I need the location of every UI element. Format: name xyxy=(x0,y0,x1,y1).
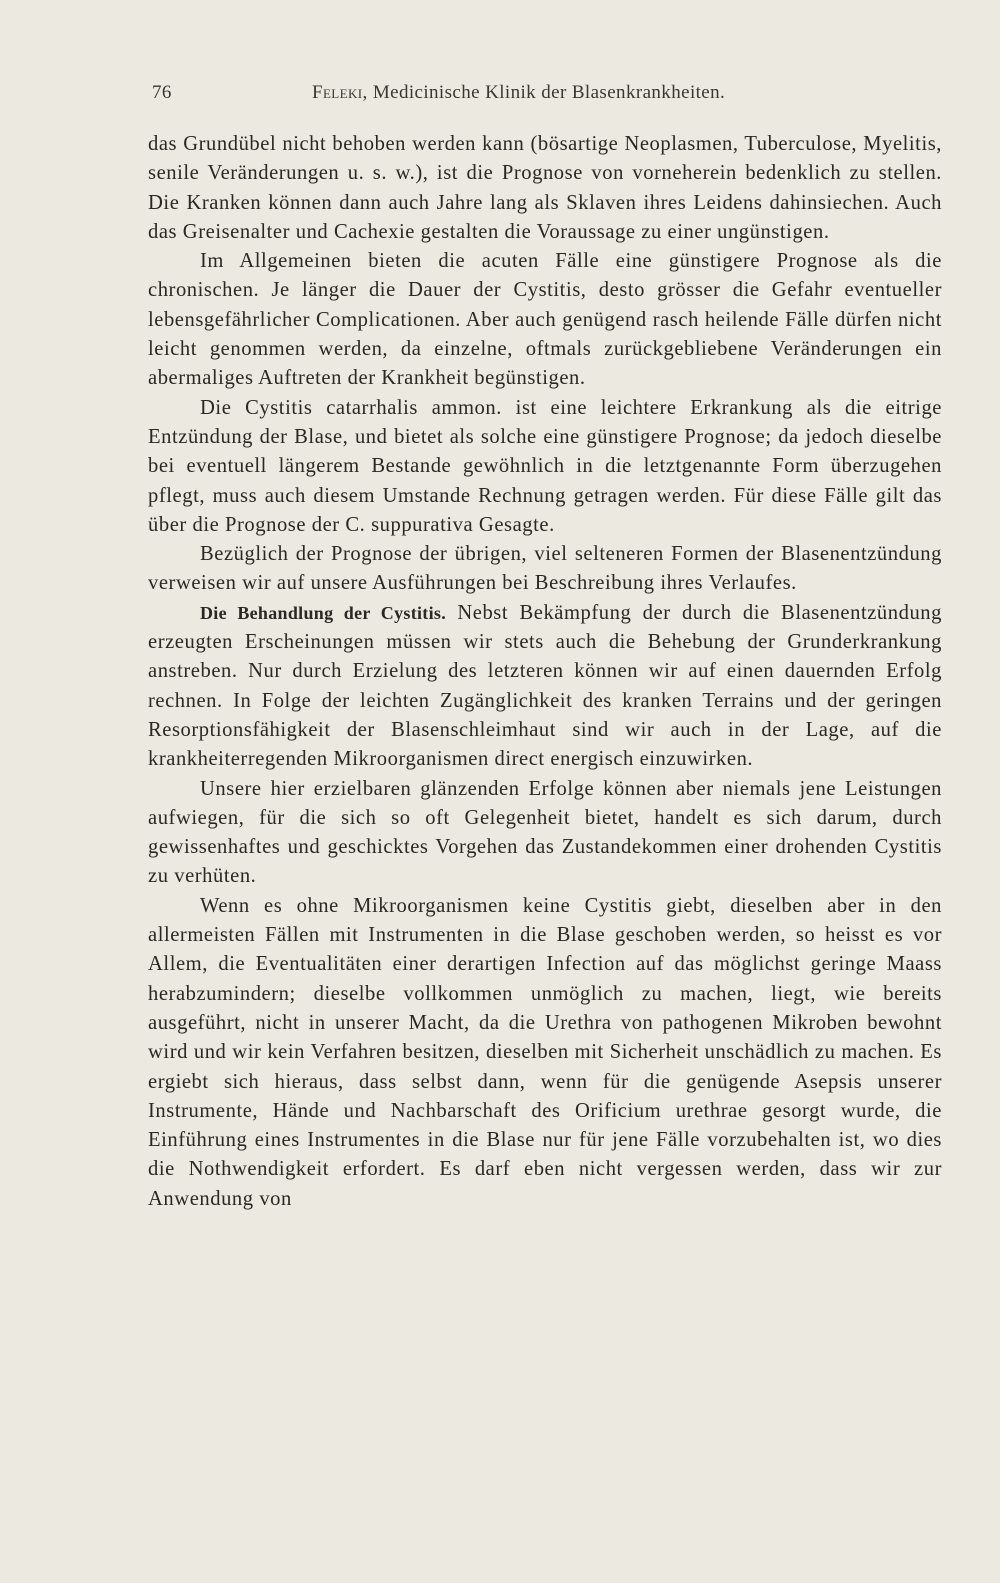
paragraph-prognosis-acute: Im Allgemeinen bieten die acuten Fälle eine günstigere Prognose als die chronischen. Je länger die Dauer der Cystitis, desto grösser die Gefahr eventueller lebensgefährlicher Complicationen. Aber auch genügend rasch heilende Fälle dürfen nicht leicht genommen werden, da einzelne, oftmals zurückgebliebene Veränderungen ein abermaliges Auftreten der Krankheit begünstigen. xyxy=(148,250,942,390)
running-title xyxy=(312,82,725,104)
author-name: Feleki xyxy=(312,82,363,103)
paragraph-cystitis-catarrhalis: Die Cystitis catarrhalis ammon. ist eine leichtere Erkrankung als die eitrige Entzündung der Blase, und bietet als solche eine günstigere Prognose; da jedoch dieselbe bei eventuell längerem Bestande gewöhnlich in die letztgenannte Form überzugehen pflegt, muss auch diesem Umstande Rechnung getragen werden. Für diese Fälle gilt das über die Prognose der C. suppurativa Gesagte. xyxy=(148,396,942,536)
section-text: Nebst Bekämpfung der durch die Blasenentzündung erzeugten Erscheinungen müssen wir stets auch die Behebung der Grunderkrankung anstreben. Nur durch Erzielung des letzteren können wir auf einen dauernden Erfolg rechnen. In Folge der leichten Zugänglichkeit des kranken Terrains und der geringen Resorptionsfähigkeit der Blasenschleimhaut sind wir auch in der Lage, auf die krankheiterregenden Mikroorganismen direct energisch einzuwirken. xyxy=(148,601,942,771)
section-heading: Die Behandlung der Cystitis. xyxy=(200,602,446,623)
book-title: , Medicinische Klinik der Blasenkrankheiten. xyxy=(362,82,726,103)
paragraph-microorganisms: Wenn es ohne Mikroorganismen keine Cystitis giebt, dieselben aber in den allermeisten Fällen mit Instrumenten in die Blase geschoben werden, so heisst es vor Allem, die Eventualitäten einer derartigen Infection auf das möglichst geringe Maass herabzumindern; dieselbe vollkommen unmöglich zu machen, liegt, wie bereits ausgeführt, nicht in unserer Macht, da die Urethra von pathogenen Mikroben bewohnt wird und wir kein Verfahren besitzen, dieselben mit Sicherheit unschädlich zu machen. Es ergiebt sich hieraus, dass selbst dann, wenn für die genügende Asepsis unserer Instrumente, Hände und Nachbarschaft des Orificium urethrae gesorgt wurde, die Einführung eines Instrumentes in die Blase nur für jene Fälle vorzubehalten ist, wo dies die Nothwendigkeit erfordert. Es darf eben nicht vergessen werden, dass wir zur Anwendung von xyxy=(148,894,942,1210)
paragraph-continuation: das Grundübel nicht behoben werden kann (bösartige Neoplasmen, Tuberculose, Myelitis, senile Veränderungen u. s. w.), ist die Prognose von vorneherein bedenklich zu stellen. Die Kranken können dann auch Jahre lang als Sklaven ihres Leidens dahinsiechen. Auch das Greisenalter und Cachexie gestalten die Voraussage zu einer ungünstigen. xyxy=(148,133,942,243)
body-text xyxy=(148,130,942,1214)
paragraph-rare-forms: Bezüglich der Prognose der übrigen, viel selteneren Formen der Blasenentzündung verweisen wir auf unsere Ausführungen bei Beschreibung ihres Verlaufes. xyxy=(148,543,942,595)
page-number: 76 xyxy=(152,82,172,103)
paragraph-treatment xyxy=(148,599,942,775)
paragraph-prevention: Unsere hier erzielbaren glänzenden Erfolge können aber niemals jene Leistungen aufwiegen, für die sich so oft Gelegenheit bietet, handelt es sich darum, durch gewissenhaftes und geschicktes Vorgehen das Zustandekommen einer drohenden Cystitis zu verhüten. xyxy=(148,777,942,888)
